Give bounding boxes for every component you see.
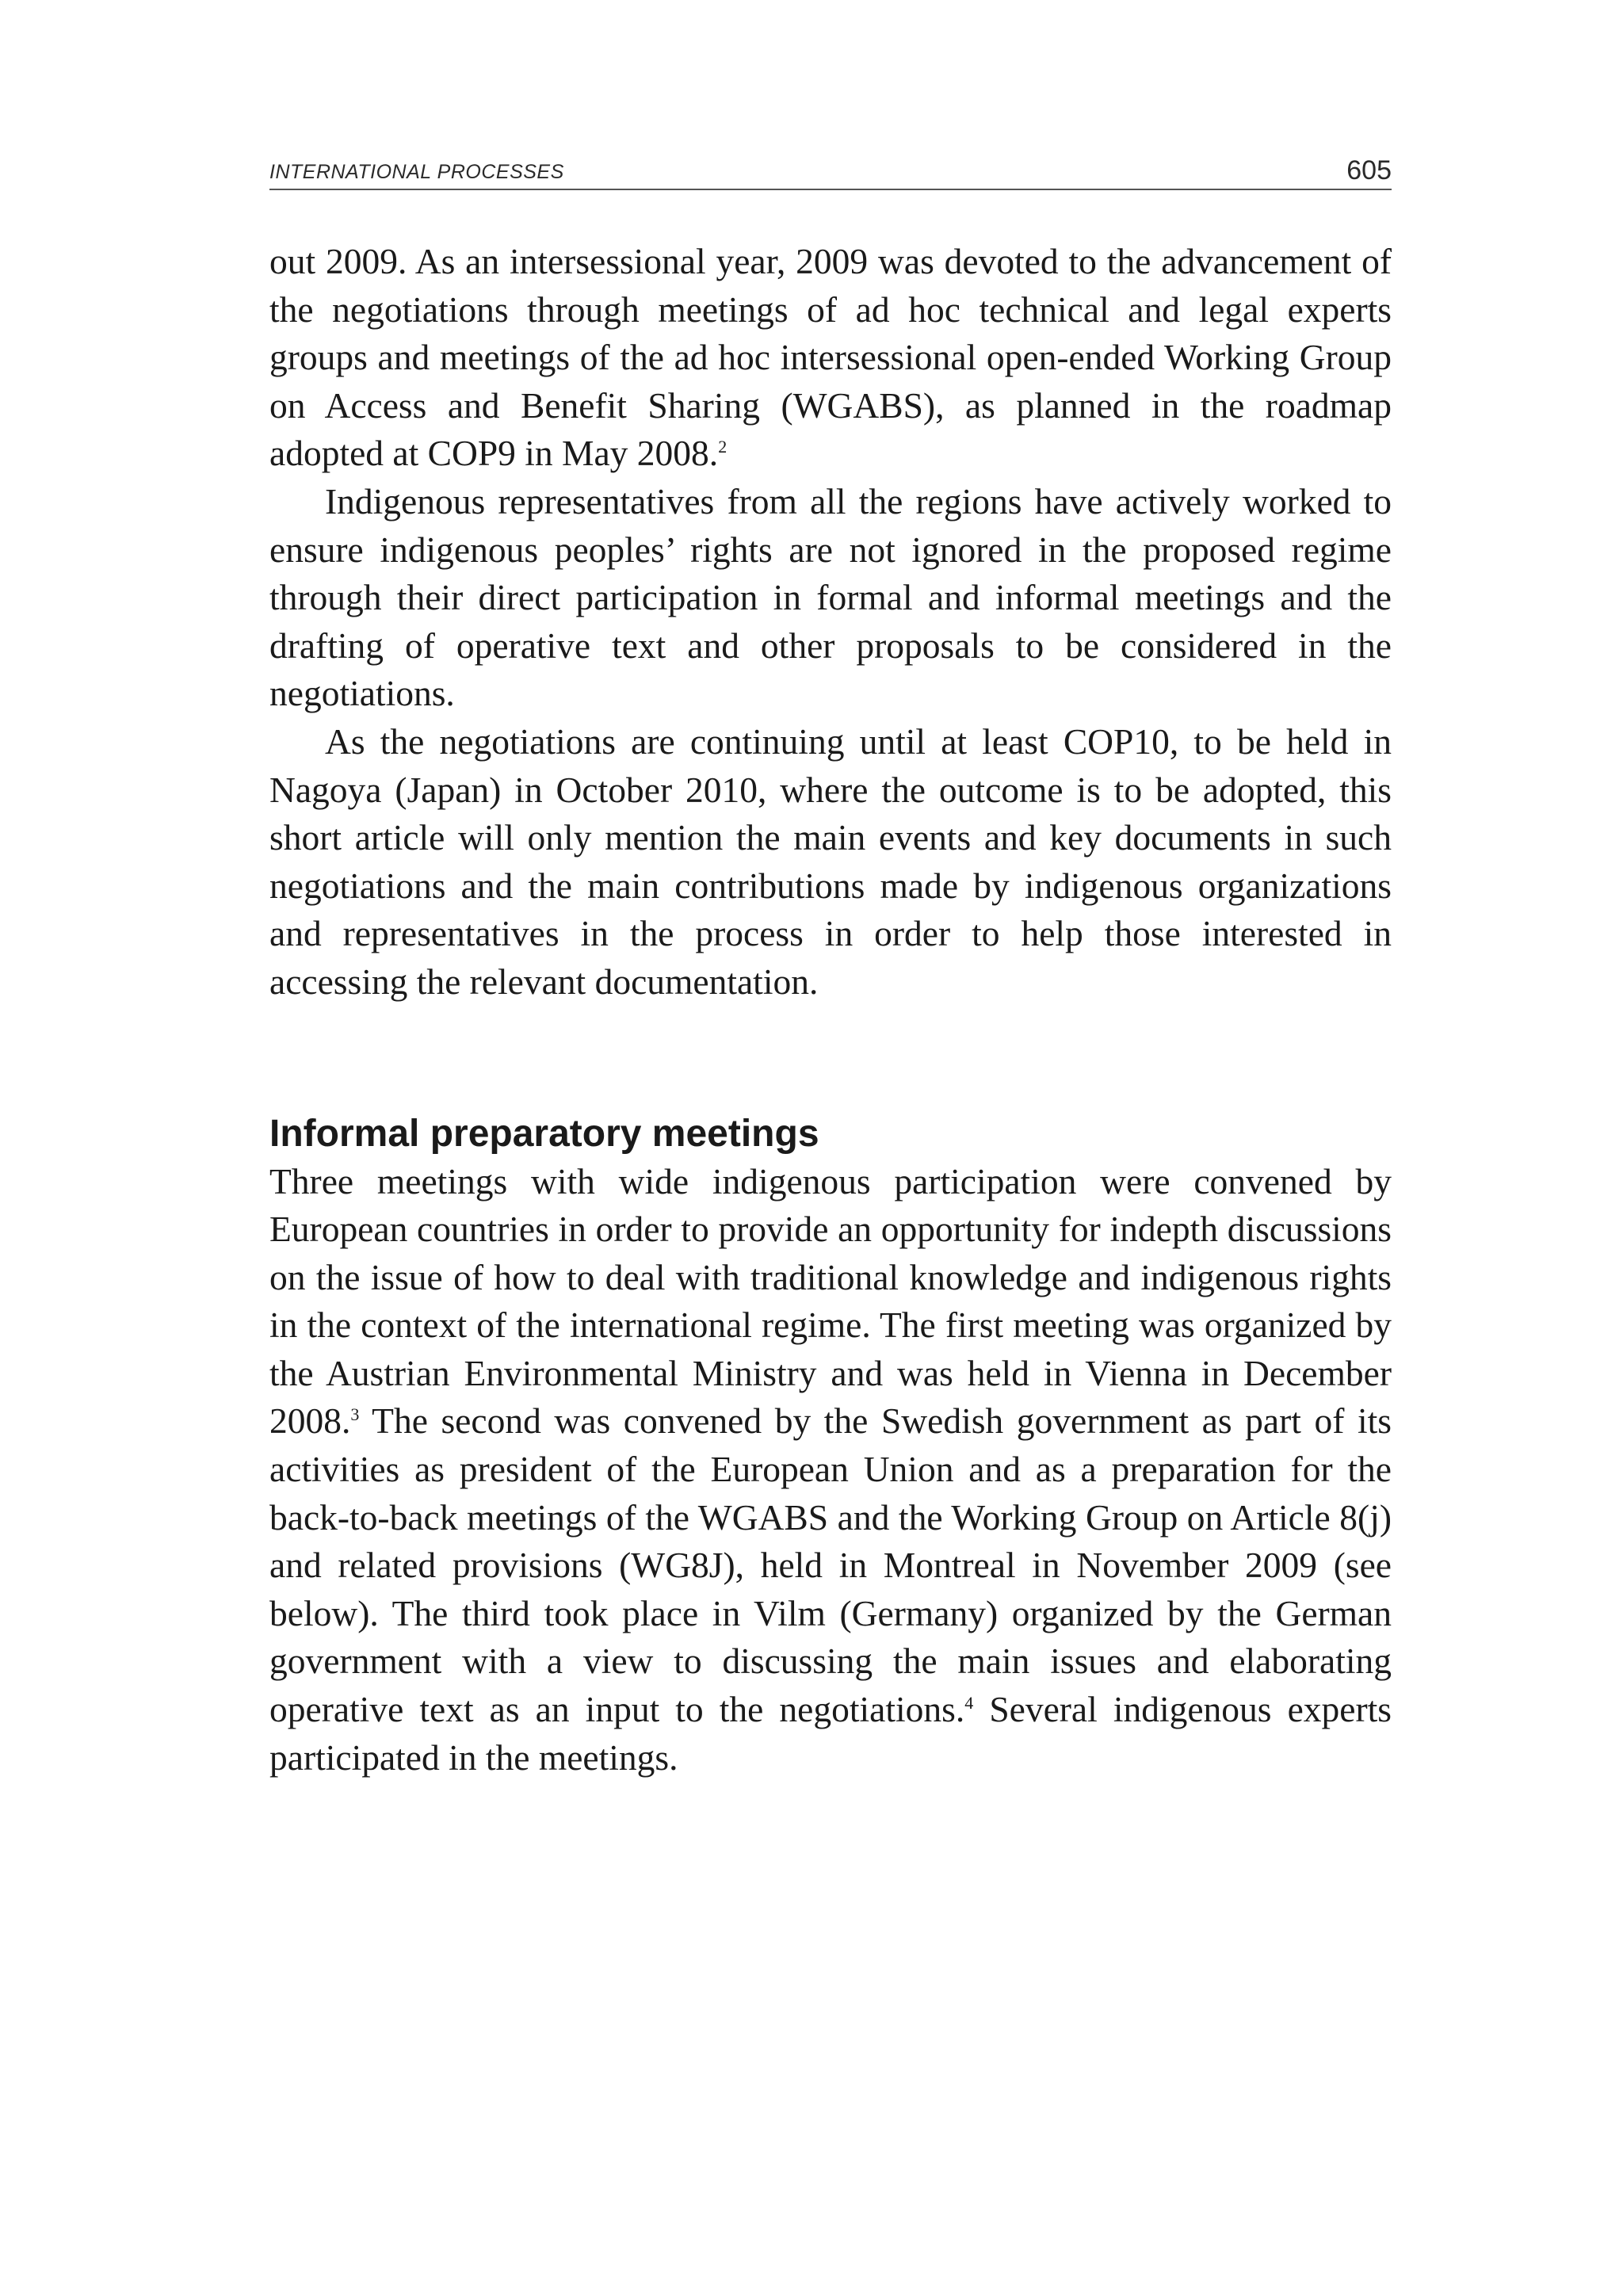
footnote-ref-4[interactable]: 4 — [964, 1692, 974, 1713]
page-number: 605 — [1346, 155, 1392, 185]
footnote-ref-3[interactable]: 3 — [350, 1404, 360, 1425]
paragraph-text-part3: Several indigenous experts participated in the meetings. — [269, 1689, 1392, 1778]
book-page — [269, 151, 1392, 1782]
running-header — [269, 151, 1392, 190]
paragraph-indigenous-representatives: Indigenous representatives from all the regions have actively worked to ensure indigenous peoples’ rights are not ignored in the proposed regime through their direct participation in formal and informal meetings and the drafting of operative text and other proposals to be considered in the negotiations. — [269, 480, 1392, 714]
paragraph-text: out 2009. As an intersessional year, 2009 was devoted to the advancement of the negotiations through meetings of ad hoc technical and legal experts groups and meetings of the ad hoc intersessional open-ended Working Group on Access and Benefit Sharing (WGABS), as planned in the roadmap adopted at COP9 in May 2008. — [269, 241, 1392, 474]
paragraph-negotiations-cop10: As the negotiations are continuing until at least COP10, to be held in Nagoya (Japan) in October 2010, where the outcome is to be adopted, this short article will only mention the main events and key documents in such negotiations and the main contributions made by indigenous organizations and representatives in the process in order to help those interested in accessing the relevant documentation. — [269, 720, 1392, 1002]
paragraph-continuation — [269, 238, 1392, 478]
footnote-ref-2[interactable]: 2 — [718, 437, 727, 457]
paragraph-text-part1: Three meetings with wide indigenous participation were convened by European countries in order to provide an opportunity for indepth discussions on the issue of how to deal with traditional knowledge and indigenous rights in the context of the international regime. The first meeting was organized by the Austrian Environmental Ministry and was held in Vienna in December 2008. — [269, 1160, 1392, 1442]
running-title: INTERNATIONAL PROCESSES — [269, 161, 564, 183]
article-body — [269, 238, 1392, 1782]
paragraph-text-part2: The second was convened by the Swedish government as part of its activities as president of the European Union and as a preparation for the back-to-back meetings of the WGABS and the Working Group on Article 8(j) and related provisions (WG8J), held in Montreal in November 2009 (see below). The third took place in Vilm (Germany) organized by the German government with a view to discussing the main issues and elaborating operative text as an input to the negotiations. — [269, 1400, 1392, 1730]
paragraph-informal-meetings — [269, 1158, 1392, 1782]
section-heading: Informal preparatory meetings — [269, 1112, 819, 1155]
